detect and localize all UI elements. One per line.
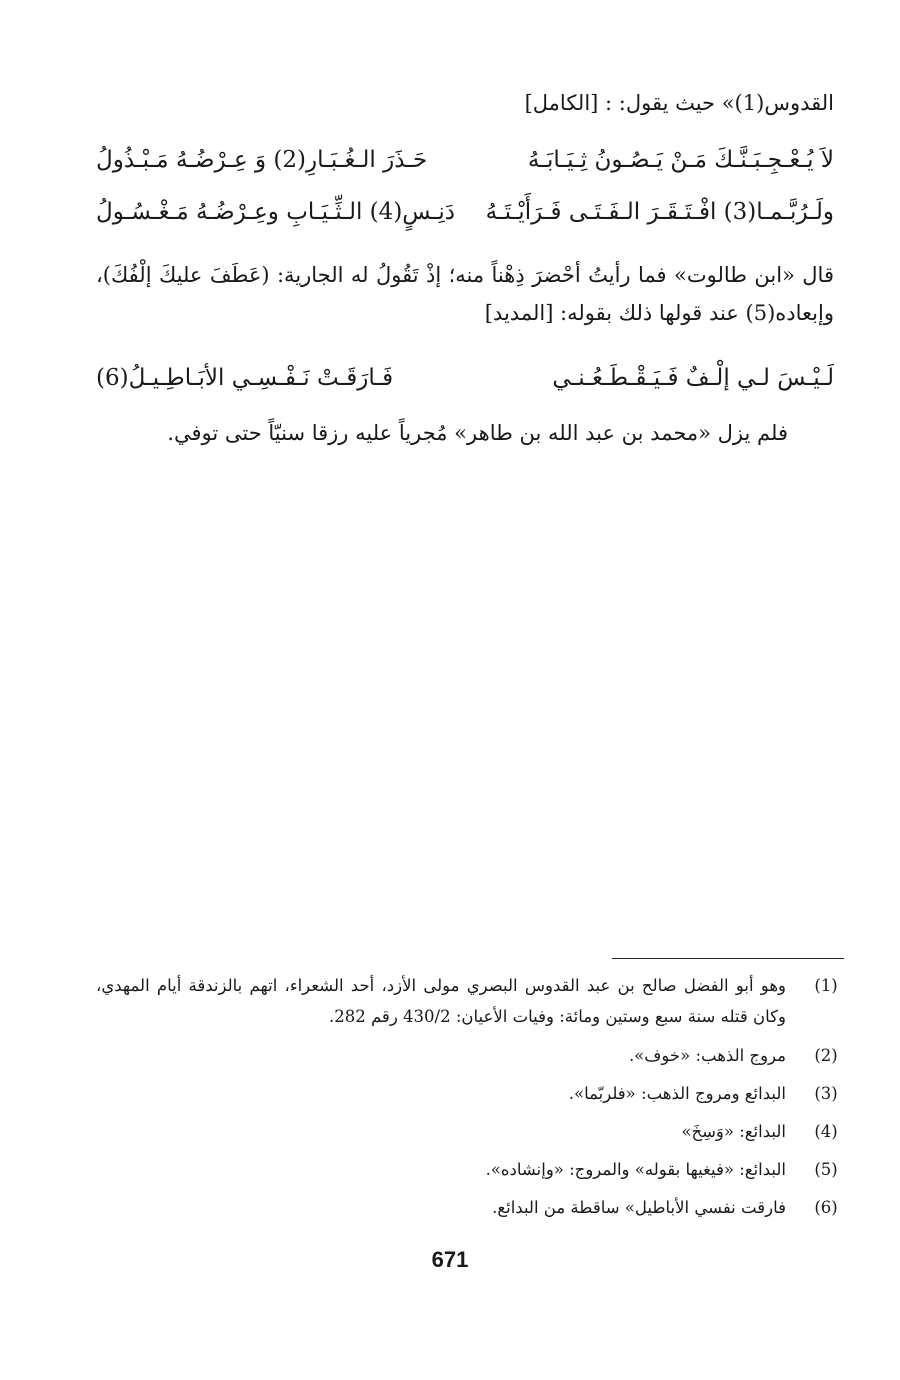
footnote-divider xyxy=(612,958,844,959)
verse-2 xyxy=(96,192,834,232)
verse-3 xyxy=(96,358,834,398)
footnote-number: (1) xyxy=(814,976,838,995)
verse-2-ajuz: دَنِـسٍ(4) الـثِّـيَـابِ وعِـرْضُـهُ مَـغْـسُـولُ xyxy=(96,199,455,225)
footnote-3 xyxy=(0,1078,900,1109)
verse-3-ajuz: فَـارَقَـتْ نَـفْـسِـي الأبَـاطِـيـلُ(6) xyxy=(96,365,394,391)
verse-1-ajuz: حَـذَرَ الـغُـبَـارِ(2) وَ عِـرْضُـهُ مَـبْـذُولُ xyxy=(96,147,428,173)
page-number: 671 xyxy=(431,1247,469,1272)
footnote-1 xyxy=(0,970,900,1036)
verse-1-sadr: لاَ يُـعْـجِـبَـنَّـكَ مَـنْ يَـصُـونُ ثِـيَـابَـهُ xyxy=(527,147,834,173)
footnote-number: (6) xyxy=(814,1198,838,1217)
verse-3-sadr: لَـيْـسَ لـي إلْـفٌ فَـيَـقْـطَـعُـنـي xyxy=(552,365,834,391)
footnote-text: البدائع: «وَسِخَ» xyxy=(681,1122,786,1141)
footnote-4 xyxy=(0,1116,900,1147)
footnote-text: مروج الذهب: «خوف». xyxy=(628,1046,786,1065)
footnote-number: (3) xyxy=(814,1084,838,1103)
footnote-5 xyxy=(0,1154,900,1185)
verse-2-sadr: ولَـرُبَّـمـا(3) افْـتَـقَـرَ الـفَـتَـى فَـرَأَيْـتَـهُ xyxy=(485,199,834,225)
footnote-number: (5) xyxy=(814,1160,838,1179)
footnote-2 xyxy=(0,1040,900,1071)
intro-line: القدوس(1)» حيث يقول: : [الكامل] xyxy=(524,91,834,115)
footnote-6 xyxy=(0,1192,900,1223)
closing-line: فلم يزل «محمد بن عبد الله بن طاهر» مُجرياً عليه رزقا سنيّاً حتى توفي. xyxy=(167,421,788,445)
footnote-number: (4) xyxy=(814,1122,838,1141)
footnote-text: وهو أبو الفضل صالح بن عبد القدوس البصري مولى الأزد، أحد الشعراء، اتهم بالزندقة أيام المهدي، وكان قتله سنة سبع وستين ومائة: وفيات الأعيان: 430/2 رقم 282. xyxy=(96,976,786,1026)
footnote-text: فارقت نفسي الأباطيل» ساقطة من البدائع. xyxy=(492,1198,786,1217)
footnote-text: البدائع ومروج الذهب: «فلربّما». xyxy=(568,1084,786,1103)
verse-1 xyxy=(96,140,834,180)
footnote-number: (2) xyxy=(814,1046,838,1065)
footnote-text: البدائع: «فيغيها بقوله» والمروج: «وإنشاده». xyxy=(485,1160,786,1179)
narrative-paragraph: قال «ابن طالوت» فما رأيتُ أحْضرَ ذِهْناً منه؛ إذْ تَقُولُ له الجارية: (عَطَفَ عليكَ إلْفُكَ)، وإبعاده(5) عند قولها ذلك بقوله: [المديد] xyxy=(96,263,834,325)
